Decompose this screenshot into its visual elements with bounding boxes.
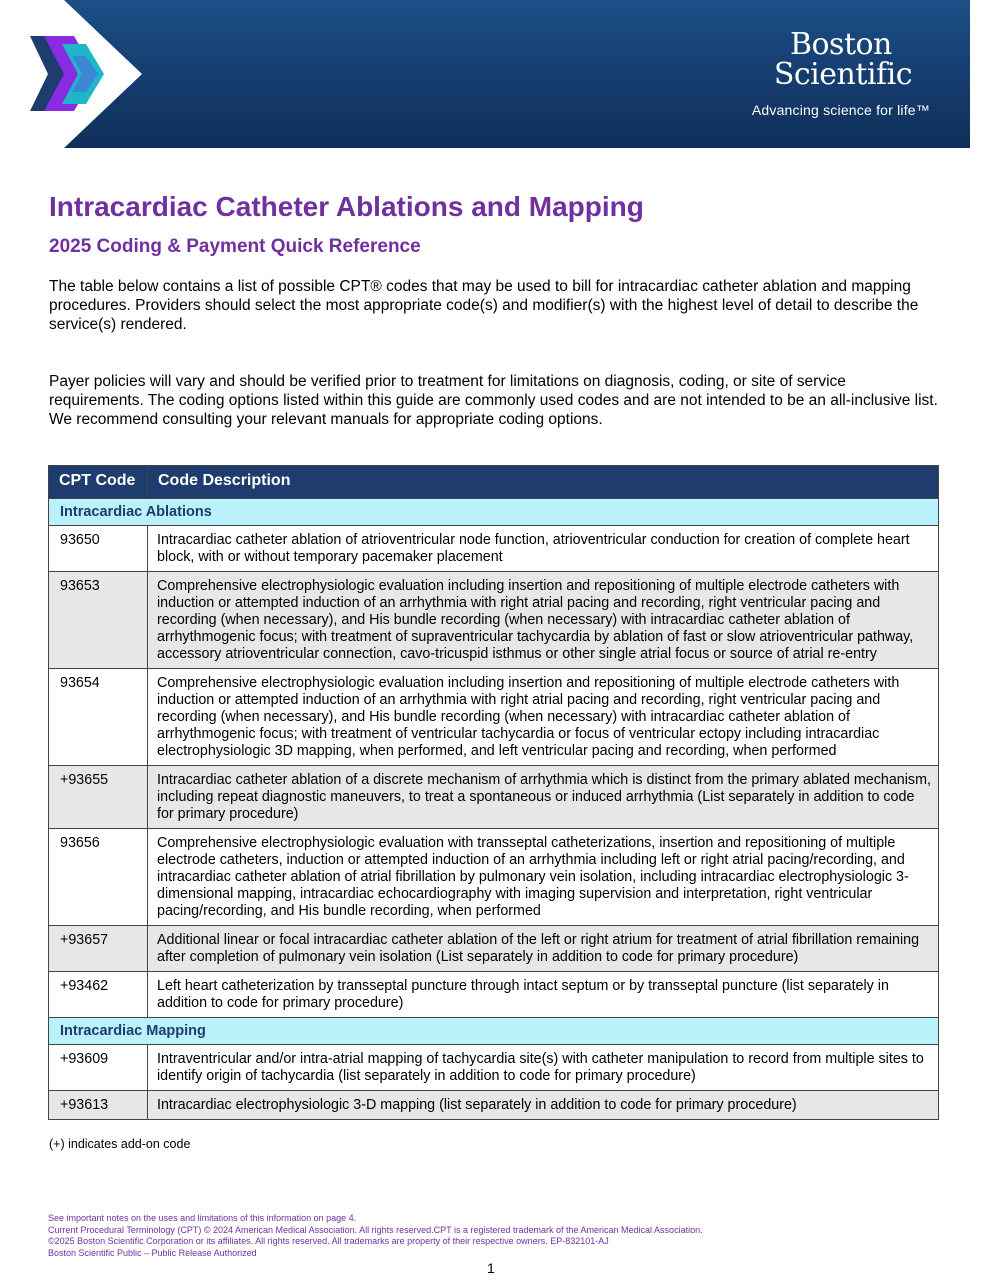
add-on-footnote: (+) indicates add-on code (49, 1137, 191, 1151)
table-row (49, 526, 939, 572)
code-description-cell: Comprehensive electrophysiologic evaluation with transseptal catheterizations, insertion and repositioning of multiple electrode catheters, induction or attempted induction of an arrhythmia including left or right atrial pacing/recording, and intracardiac catheter ablation of atrial fibrillation by pulmonary vein isolation, including intracardiac electrophysiologic 3-dimensional mapping, intracardiac echocardiography with imaging supervision and interpretation, right ventricular pacing/recording, and His bundle recording, when performed (148, 829, 939, 926)
column-header-code-description: Code Description (148, 466, 939, 499)
brand-name-line1: Boston (789, 27, 892, 62)
table-row (49, 766, 939, 829)
cpt-code-cell: 93650 (49, 526, 148, 572)
cpt-code-cell: 93654 (49, 669, 148, 766)
table-row (49, 669, 939, 766)
code-description-cell: Left heart catheterization by transseptal puncture through intact septum or by transseptal puncture (list separately in addition to code for primary procedure) (148, 972, 939, 1018)
section-title: Intracardiac Mapping (49, 1018, 939, 1045)
table-header-row (49, 466, 939, 499)
table-row (49, 1045, 939, 1091)
cpt-code-cell: +93655 (49, 766, 148, 829)
table-row (49, 972, 939, 1018)
brand-tagline: Advancing science for life™ (751, 102, 930, 118)
code-description-cell: Intraventricular and/or intra-atrial mapping of tachycardia site(s) with catheter manipulation to record from multiple sites to identify origin of tachycardia (list separately in addition to code for primary procedure) (148, 1045, 939, 1091)
code-description-cell: Intracardiac catheter ablation of a discrete mechanism of arrhythmia which is distinct from the primary ablated mechanism, including repeat diagnostic maneuvers, to treat a spontaneous or induced arrhythmia (List separately in addition to code for primary procedure) (148, 766, 939, 829)
brand-logo (751, 27, 930, 118)
table-row (49, 572, 939, 669)
cpt-code-cell: +93613 (49, 1091, 148, 1120)
code-description-cell: Intracardiac electrophysiologic 3-D mapping (list separately in addition to code for primary procedure) (148, 1091, 939, 1120)
section-row-mapping (49, 1018, 939, 1045)
page-number: 1 (487, 1260, 495, 1276)
legal-line: See important notes on the uses and limitations of this information on page 4. (48, 1213, 357, 1223)
intro-paragraph: The table below contains a list of possible CPT® codes that may be used to bill for intracardiac catheter ablation and mapping procedures. Providers should select the most appropriate code(s) and modifier(s) with the highest level of detail to describe the service(s) rendered. (49, 278, 919, 333)
cpt-code-cell: +93462 (49, 972, 148, 1018)
header-banner (0, 0, 970, 148)
code-description-cell: Additional linear or focal intracardiac catheter ablation of the left or right atrium for treatment of atrial fibrillation remaining after completion of pulmonary vein isolation (List separately in addition to code for primary procedure) (148, 926, 939, 972)
cpt-code-table (48, 465, 939, 1120)
cpt-code-cell: +93609 (49, 1045, 148, 1091)
brand-name-line2: Scientific (773, 57, 913, 92)
section-row-ablations (49, 499, 939, 526)
cpt-code-cell: 93656 (49, 829, 148, 926)
code-description-cell: Comprehensive electrophysiologic evaluation including insertion and repositioning of multiple electrode catheters with induction or attempted induction of an arrhythmia with right atrial pacing and recording, right ventricular pacing and recording (when necessary), and His bundle recording (when necessary) with intracardiac catheter ablation of arrhythmogenic focus; with treatment of supraventricular tachycardia by ablation of fast or slow atrioventricular pathway, accessory atrioventricular connection, cavo-tricuspid isthmus or other single atrial focus or source of atrial re-entry (148, 572, 939, 669)
legal-line: Boston Scientific Public – Public Release Authorized (48, 1247, 257, 1258)
legal-notes (48, 1213, 703, 1259)
page-title: Intracardiac Catheter Ablations and Mapping (49, 191, 644, 222)
page-subtitle: 2025 Coding & Payment Quick Reference (49, 236, 421, 257)
table-row (49, 1091, 939, 1120)
brand-chevron-icon (0, 0, 180, 148)
legal-line: Current Procedural Terminology (CPT) © 2024 American Medical Association. All rights reserved.CPT is a registered trademark of the American Medical Association. (48, 1224, 703, 1235)
intro-paragraph: Payer policies will vary and should be verified prior to treatment for limitations on diagnosis, coding, or site of service requirements. The coding options listed within this guide are commonly used codes and are not intended to be an all-inclusive list. We recommend consulting your relevant manuals for appropriate coding options. (49, 373, 938, 428)
section-title: Intracardiac Ablations (49, 499, 939, 526)
legal-line: ©2025 Boston Scientific Corporation or its affiliates. All rights reserved. All trademarks are property of their respective owners. EP-832101-AJ (48, 1236, 609, 1246)
code-description-cell: Comprehensive electrophysiologic evaluation including insertion and repositioning of multiple electrode catheters with induction or attempted induction of an arrhythmia with right atrial pacing and recording, right ventricular pacing and recording (when necessary), and His bundle recording (when necessary) with intracardiac catheter ablation of arrhythmogenic focus; with treatment of ventricular tachycardia or focus of ventricular ectopy including intracardiac electrophysiologic 3D mapping, when performed, and left ventricular pacing and recording, when performed (148, 669, 939, 766)
cpt-code-cell: 93653 (49, 572, 148, 669)
table-row (49, 926, 939, 972)
column-header-cpt-code: CPT Code (49, 466, 148, 499)
code-description-cell: Intracardiac catheter ablation of atrioventricular node function, atrioventricular conduction for creation of complete heart block, with or without temporary pacemaker placement (148, 526, 939, 572)
table-row (49, 829, 939, 926)
cpt-code-cell: +93657 (49, 926, 148, 972)
